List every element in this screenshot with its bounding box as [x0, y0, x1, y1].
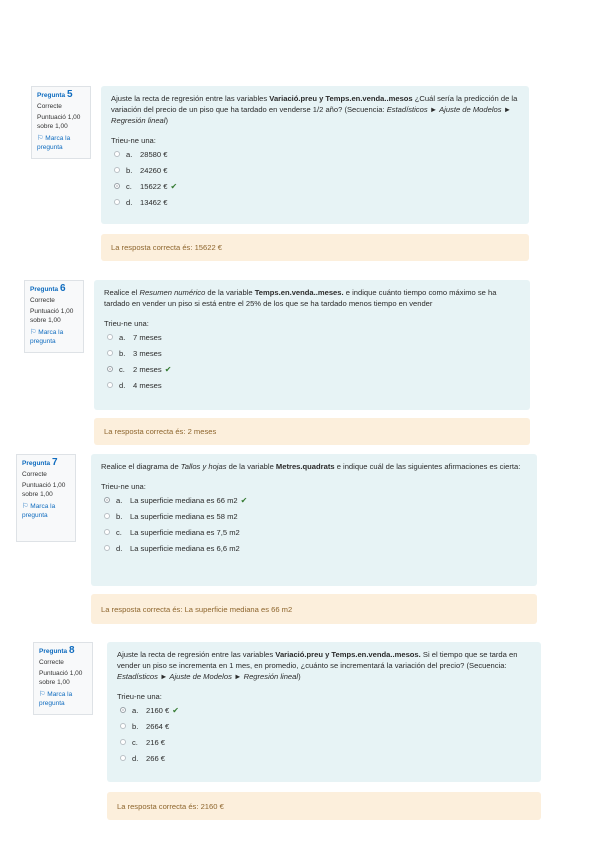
question-content: [107, 642, 541, 782]
question-text-run: Metres.quadrats: [275, 462, 335, 471]
question-text-run: Si el tiempo que se tarda en vender un piso se incrementa en 1 mes, en promedio, ¿cuánto se incrementará la variación del precio? (Secuencia:: [117, 650, 518, 670]
answer-option[interactable]: [117, 718, 531, 734]
answer-radio[interactable]: [114, 167, 120, 173]
answer-letter: b.: [119, 348, 126, 358]
question-state: Correcte: [30, 296, 55, 304]
feedback-box: La resposta correcta és: 15622 €: [101, 234, 529, 261]
question-text-run: de la variable: [226, 462, 276, 471]
question-text-run: ): [298, 672, 301, 681]
question-info: [33, 642, 93, 715]
question-text-run: Variació.preu y Temps.en.venda..mesos: [269, 94, 413, 103]
answer-option[interactable]: [117, 734, 531, 750]
question-state: Correcte: [22, 470, 47, 478]
answer-option[interactable]: [104, 377, 520, 393]
question-text-run: Realice el: [104, 288, 140, 297]
answer-option[interactable]: [111, 146, 519, 162]
answer-text: 24260 €: [140, 165, 168, 175]
feedback-box: La resposta correcta és: 2160 €: [107, 792, 541, 820]
answer-text: 13462 €: [140, 197, 168, 207]
answer-letter: a.: [119, 332, 126, 342]
question-text-run: Ajuste la recta de regresión entre las variables: [111, 94, 270, 103]
answer-radio[interactable]: [114, 151, 120, 157]
answer-option[interactable]: [101, 524, 527, 540]
question-grade: Puntuació 1,00 sobre 1,00: [39, 670, 83, 686]
check-icon: ✔: [164, 364, 172, 374]
answer-letter: d.: [126, 197, 133, 207]
question-grade: Puntuació 1,00 sobre 1,00: [22, 482, 66, 498]
answer-option[interactable]: [101, 492, 527, 508]
answer-letter: b.: [126, 165, 133, 175]
answer-text: 7 meses: [133, 332, 162, 342]
question-text-run: Resumen numérico: [139, 288, 206, 297]
answer-radio[interactable]: [104, 529, 110, 535]
answer-options: [101, 492, 527, 556]
question-content: [91, 454, 537, 586]
answer-letter: d.: [119, 380, 126, 390]
question-text-run: Estadísticos ► Ajuste de Modelos ► Regresión lineal: [117, 672, 299, 681]
answer-letter: d.: [116, 543, 123, 553]
feedback-box: La resposta correcta és: La superficie mediana es 66 m2: [91, 594, 537, 624]
answer-text: 266 €: [146, 753, 166, 763]
question-number-heading: Pregunta 5: [37, 89, 73, 100]
answer-prompt: Trieu-ne una:: [104, 319, 149, 328]
question-number-heading: Pregunta 8: [39, 645, 75, 656]
answer-option[interactable]: [101, 540, 527, 556]
answer-text: 2 meses: [133, 364, 162, 374]
question-text: [104, 287, 520, 309]
question-text: [111, 93, 519, 126]
answer-option[interactable]: [117, 750, 531, 766]
question-text-run: Realice el diagrama de: [101, 462, 181, 471]
answer-option[interactable]: [111, 194, 519, 210]
answer-prompt: Trieu-ne una:: [117, 692, 162, 701]
answer-radio[interactable]: [104, 513, 110, 519]
answer-option[interactable]: [104, 361, 520, 377]
answer-letter: b.: [132, 721, 139, 731]
question-state: Correcte: [39, 658, 64, 666]
check-icon: ✔: [170, 181, 178, 191]
flag-icon: ⚐: [39, 691, 46, 698]
question-number-heading: Pregunta 7: [22, 457, 58, 468]
answer-radio[interactable]: [107, 334, 113, 340]
answer-radio[interactable]: [120, 723, 126, 729]
question-content: [94, 280, 530, 410]
question-text-run: Estadísticos ► Ajuste de Modelos ► Regresión lineal: [111, 105, 512, 125]
answer-prompt: Trieu-ne una:: [101, 482, 146, 491]
answer-letter: d.: [132, 753, 139, 763]
answer-option[interactable]: [104, 345, 520, 361]
flag-question-link[interactable]: ⚐ Marca la pregunta: [37, 135, 71, 151]
question-text-run: ¿Cuál sería la predicción de la variación del precio de un piso que ha tardado en venderse 1/2 año? (Secuencia:: [111, 94, 518, 114]
answer-option[interactable]: [111, 178, 519, 194]
question-text-run: e indique cuánto tiempo como máximo se ha tardado en vender un piso si está entre el 25% de los que se ha tardado menos tiempo en vender: [104, 288, 497, 308]
question-info: [16, 454, 76, 542]
answer-text: La superficie mediana es 6,6 m2: [130, 543, 240, 553]
answer-letter: c.: [126, 181, 132, 191]
flag-question-link[interactable]: ⚐ Marca la pregunta: [39, 691, 73, 707]
answer-text: 15622 €: [140, 181, 168, 191]
answer-options: [117, 702, 531, 766]
question-text-run: Variació.preu y Temps.en.venda..mesos.: [275, 650, 421, 659]
answer-radio[interactable]: [120, 707, 126, 713]
answer-text: 216 €: [146, 737, 166, 747]
question-text-run: Ajuste la recta de regresión entre las variables: [117, 650, 276, 659]
flag-question-link[interactable]: ⚐ Marca la pregunta: [30, 329, 64, 345]
answer-option[interactable]: [101, 508, 527, 524]
answer-radio[interactable]: [120, 739, 126, 745]
answer-text: La superficie mediana es 58 m2: [130, 511, 238, 521]
question-text-run: de la variable: [205, 288, 255, 297]
question-text-run: ): [165, 116, 168, 125]
answer-text: La superficie mediana es 66 m2: [130, 495, 238, 505]
answer-option[interactable]: [117, 702, 531, 718]
answer-radio[interactable]: [107, 382, 113, 388]
answer-radio[interactable]: [107, 350, 113, 356]
answer-text: 2160 €: [146, 705, 170, 715]
question-info: [24, 280, 84, 353]
answer-option[interactable]: [111, 162, 519, 178]
answer-letter: c.: [132, 737, 138, 747]
question-content: [101, 86, 529, 224]
answer-radio[interactable]: [107, 366, 113, 372]
answer-text: 28580 €: [140, 149, 168, 159]
answer-prompt: Trieu-ne una:: [111, 136, 156, 145]
answer-radio[interactable]: [114, 199, 120, 205]
answer-letter: c.: [116, 527, 122, 537]
answer-radio[interactable]: [104, 545, 110, 551]
question-text-run: Temps.en.venda..meses.: [254, 288, 344, 297]
check-icon: ✔: [240, 495, 248, 505]
question-grade: Puntuació 1,00 sobre 1,00: [30, 308, 74, 324]
check-icon: ✔: [172, 705, 179, 715]
answer-radio[interactable]: [114, 183, 120, 189]
answer-text: La superficie mediana es 7,5 m2: [130, 527, 240, 537]
flag-question-link[interactable]: ⚐ Marca la pregunta: [22, 503, 56, 519]
feedback-box: La resposta correcta és: 2 meses: [94, 418, 530, 445]
answer-radio[interactable]: [120, 755, 126, 761]
flag-icon: ⚐: [22, 503, 29, 510]
answer-letter: a.: [132, 705, 139, 715]
question-text: [101, 461, 527, 472]
question-state: Correcte: [37, 102, 62, 110]
answer-text: 4 meses: [133, 380, 162, 390]
answer-radio[interactable]: [104, 497, 110, 503]
question-info: [31, 86, 91, 159]
answer-text: 2664 €: [146, 721, 170, 731]
answer-option[interactable]: [104, 329, 520, 345]
answer-letter: a.: [116, 495, 123, 505]
question-number-heading: Pregunta 6: [30, 283, 66, 294]
question-text: [117, 649, 531, 682]
answer-letter: a.: [126, 149, 133, 159]
answer-text: 3 meses: [133, 348, 162, 358]
question-grade: Puntuació 1,00 sobre 1,00: [37, 114, 81, 130]
flag-icon: ⚐: [30, 329, 37, 336]
question-text-run: e indique cuál de las siguientes afirmaciones es cierta:: [334, 462, 521, 471]
flag-icon: ⚐: [37, 135, 44, 142]
answer-options: [104, 329, 520, 393]
question-text-run: Tallos y hojas: [180, 462, 227, 471]
answer-letter: c.: [119, 364, 125, 374]
answer-options: [111, 146, 519, 210]
answer-letter: b.: [116, 511, 123, 521]
